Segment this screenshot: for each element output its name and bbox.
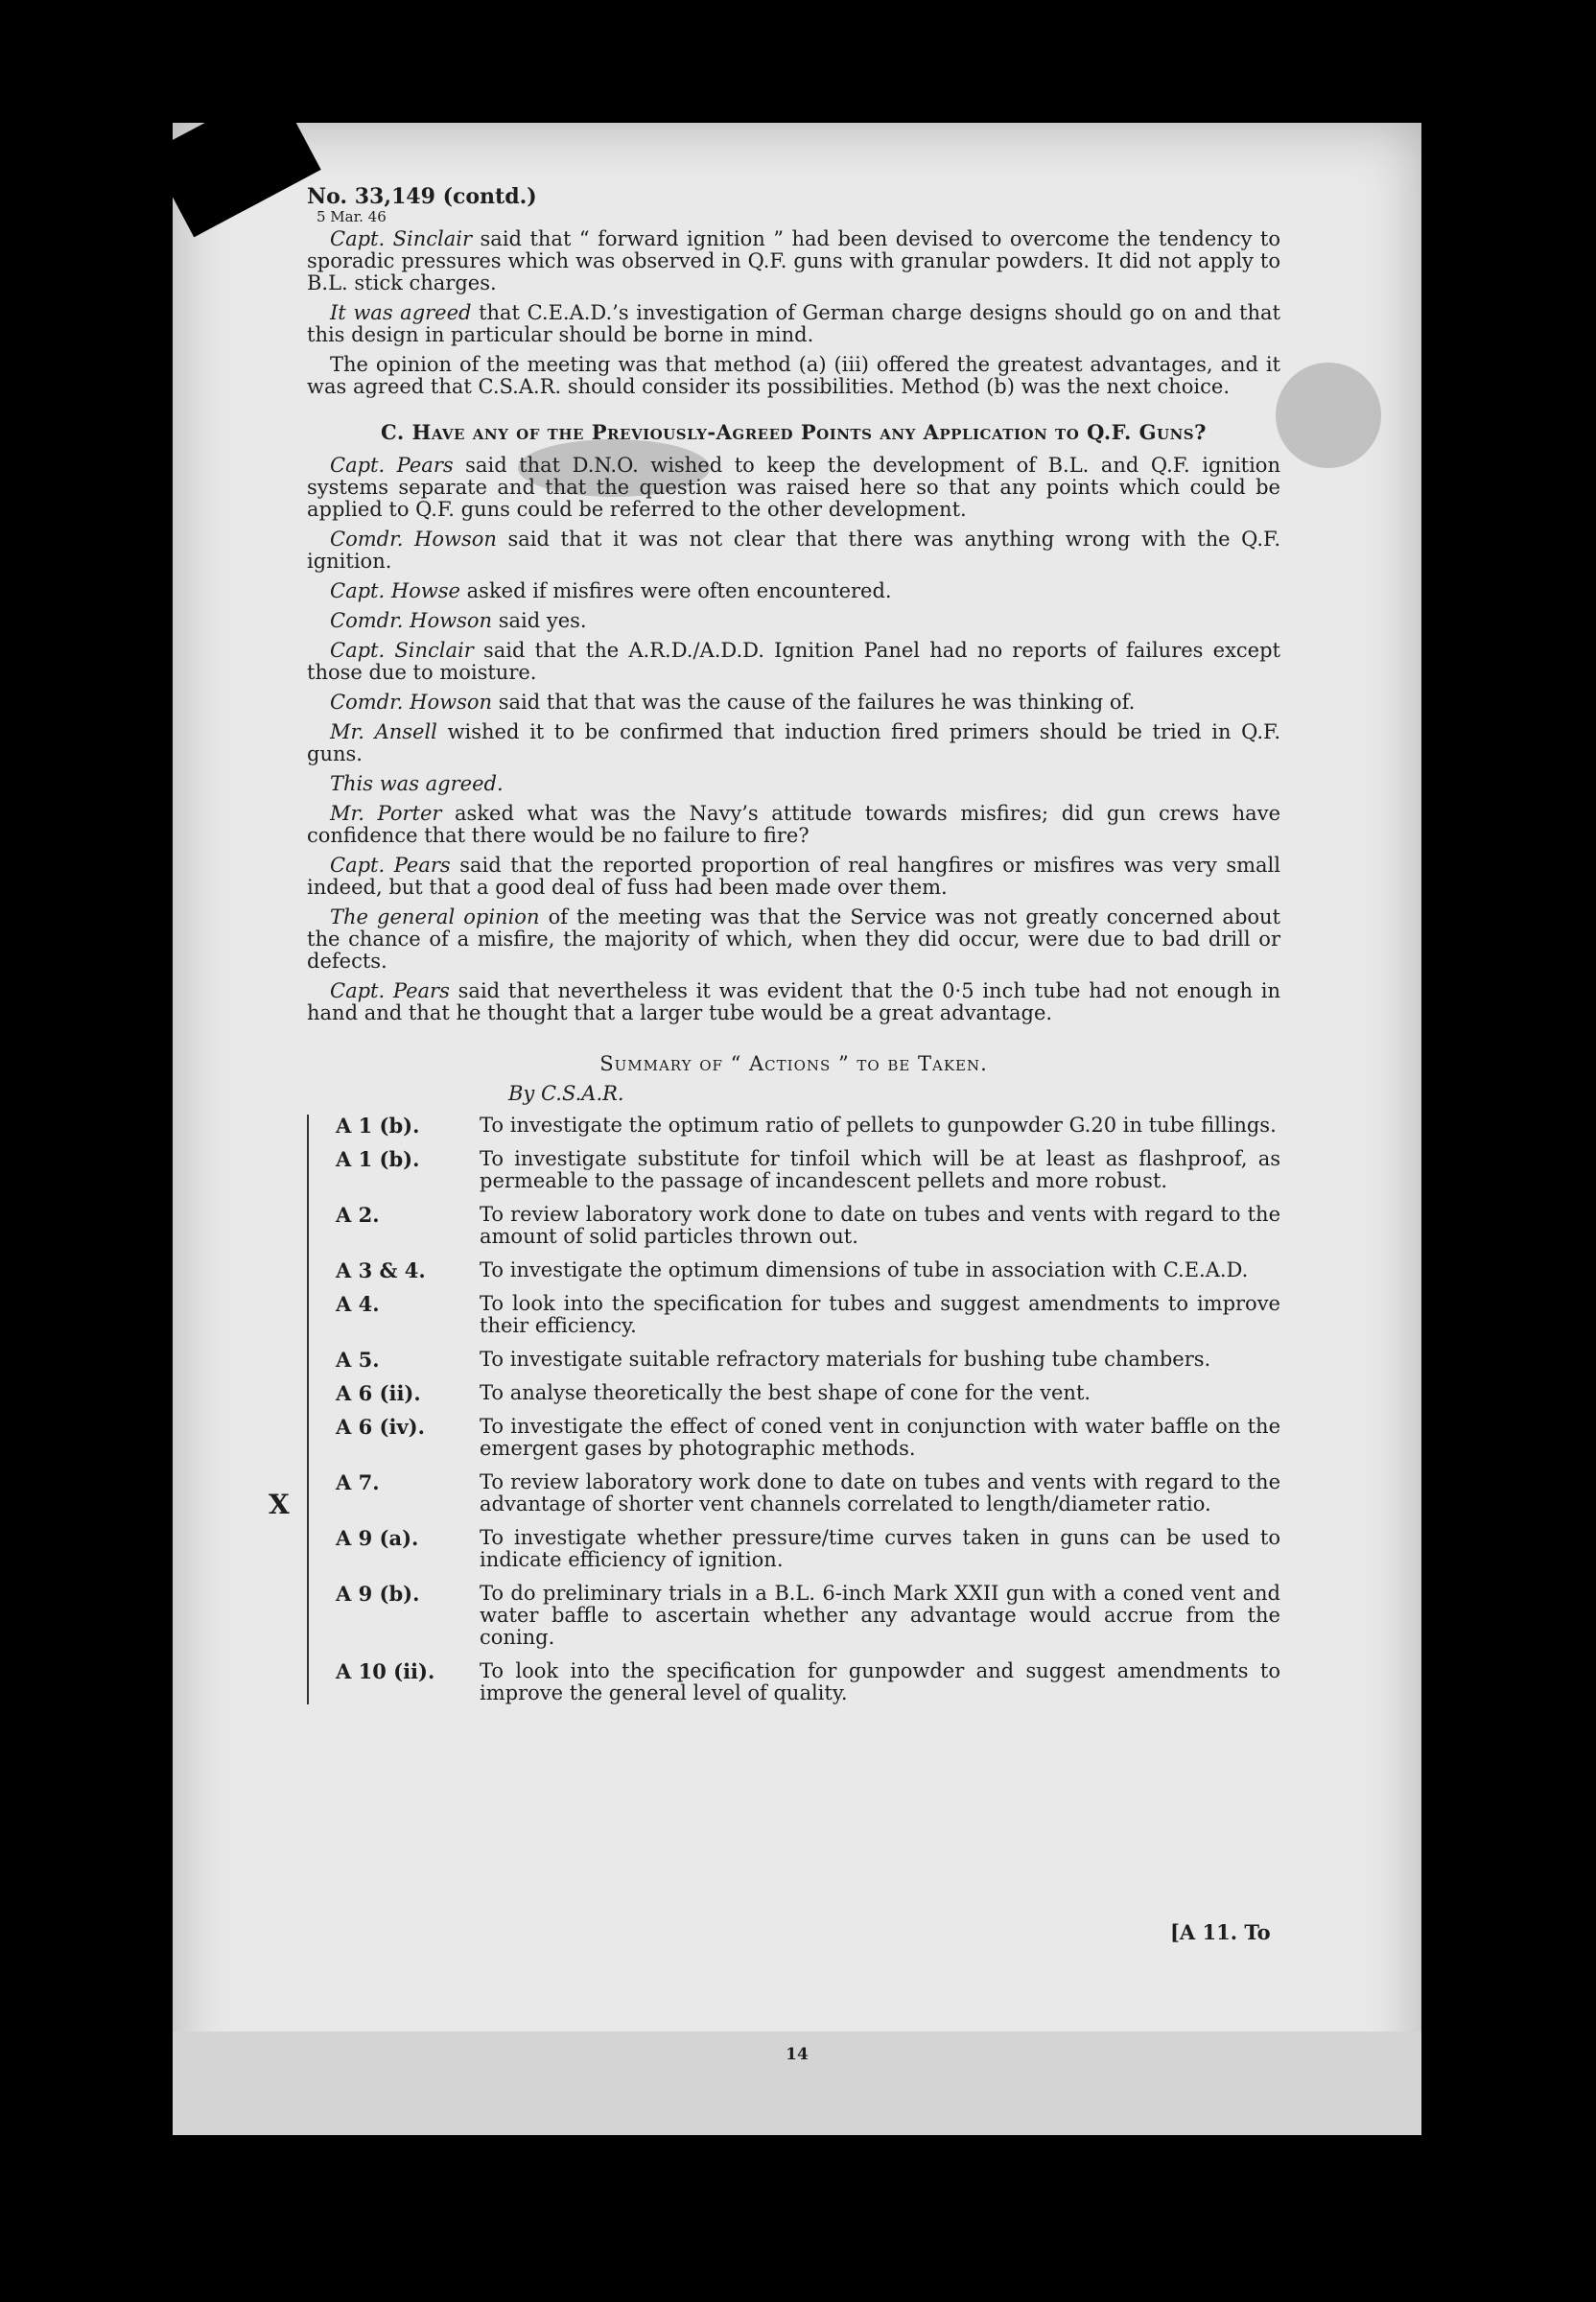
action-item (336, 1204, 1280, 1248)
paragraph (307, 302, 1280, 346)
action-item (336, 1471, 1280, 1515)
action-text: To review laboratory work done to date on tubes and vents with regard to the amount of solid particles thrown out. (480, 1203, 1280, 1248)
action-item (336, 1527, 1280, 1571)
action-item (336, 1583, 1280, 1649)
paragraph (307, 855, 1280, 899)
paragraph-text: said that D.N.O. wished to keep the development of B.L. and Q.F. ignition systems separate and that the question was raised here so that any points which could be applied to Q.F. guns could be referred to the other development. (307, 454, 1280, 521)
speaker-name: Capt. Sinclair (330, 639, 474, 662)
action-code: A 10 (ii). (336, 1659, 435, 1683)
paragraph-text: said yes. (492, 609, 587, 632)
paragraph-text: asked what was the Navy’s attitude towards misfires; did gun crews have confidence that there would be no failure to fire? (307, 802, 1280, 847)
speaker-name: Capt. Howse (330, 579, 460, 602)
summary-heading: Summary of “ Actions ” to be Taken. (599, 1052, 988, 1075)
actions-list (307, 1115, 1280, 1704)
action-text: To investigate the optimum ratio of pellets to gunpowder G.20 in tube fillings. (480, 1114, 1277, 1137)
section-paragraphs (307, 455, 1280, 1024)
action-item (336, 1148, 1280, 1192)
action-code: A 1 (b). (336, 1114, 420, 1138)
paragraph (307, 610, 1280, 632)
speaker-name: Comdr. Howson (330, 691, 493, 714)
ink-smudge (1276, 363, 1381, 468)
paragraph (307, 773, 1280, 795)
paragraph-text: wished it to be confirmed that induction fired primers should be tried in Q.F. guns. (307, 720, 1280, 765)
paragraph (307, 692, 1280, 714)
section-heading: C. Have any of the Previously-Agreed Points any Application to Q.F. Guns? (381, 420, 1207, 444)
action-code: A 5. (336, 1348, 380, 1372)
action-code: A 2. (336, 1203, 380, 1227)
speaker-name: The general opinion (330, 905, 540, 928)
paragraph-text: asked if misfires were often encountered. (459, 579, 892, 602)
action-code: A 9 (a). (336, 1526, 419, 1550)
action-item (336, 1416, 1280, 1460)
action-code: A 7. (336, 1470, 380, 1494)
action-item (336, 1349, 1280, 1371)
speaker-name: It was agreed (330, 301, 472, 324)
speaker-name: Mr. Porter (330, 802, 442, 825)
paragraph (307, 640, 1280, 684)
action-item (336, 1115, 1280, 1137)
speaker-name: Capt. Pears (330, 854, 451, 877)
action-text: To look into the specification for tubes and suggest amendments to improve their efficiency. (480, 1292, 1280, 1337)
paragraph (307, 228, 1280, 294)
action-text: To look into the specification for gunpowder and suggest amendments to improve the general level of quality. (480, 1659, 1280, 1704)
paragraph (307, 529, 1280, 573)
action-text: To investigate the optimum dimensions of tube in association with C.E.A.D. (480, 1258, 1249, 1281)
paragraph (307, 455, 1280, 521)
action-item (336, 1259, 1280, 1281)
action-text: To review laboratory work done to date on tubes and vents with regard to the advantage of shorter vent channels correlated to length/diameter ratio. (480, 1470, 1280, 1515)
action-text: To investigate suitable refractory materials for bushing tube chambers. (480, 1348, 1211, 1371)
action-code: A 4. (336, 1292, 380, 1316)
action-code: A 6 (ii). (336, 1381, 421, 1405)
speaker-name: Capt. Pears (330, 979, 450, 1002)
action-text: To investigate the effect of coned vent in conjunction with water baffle on the emergent gases by photographic methods. (480, 1415, 1280, 1460)
paragraph-text: The opinion of the meeting was that method (a) (iii) offered the greatest advantages, and it was agreed that C.S.A.R. should consider its possibilities. Method (b) was the next choice. (307, 353, 1280, 398)
speaker-name: This was agreed. (330, 772, 504, 795)
action-text: To investigate whether pressure/time curves taken in guns can be used to indicate efficiency of ignition. (480, 1526, 1280, 1571)
speaker-name: Capt. Sinclair (330, 227, 473, 250)
action-code: A 1 (b). (336, 1147, 420, 1171)
paragraph-text: that C.E.A.D.’s investigation of German charge designs should go on and that this design in particular should be borne in mind. (307, 301, 1280, 346)
paragraph-text: of the meeting was that the Service was not greatly concerned about the chance of a misfire, the majority of which, when they did occur, were due to bad drill or defects. (307, 905, 1280, 973)
page-number: 14 (786, 2045, 809, 2064)
speaker-name: Capt. Pears (330, 454, 454, 477)
margin-x-mark: X (269, 1489, 290, 1520)
document-body (307, 186, 1280, 1716)
summary-by: By C.S.A.R. (508, 1082, 624, 1105)
paragraph-text: said that nevertheless it was evident that the 0·5 inch tube had not enough in hand and that he thought that a larger tube would be a great advantage. (307, 979, 1280, 1024)
paragraph-text: said that “ forward ignition ” had been devised to overcome the tendency to sporadic pressures which was observed in Q.F. guns with granular powders. It did not apply to B.L. stick charges. (307, 227, 1281, 294)
action-code: A 9 (b). (336, 1582, 420, 1606)
continuation-catchword: [A 11. To (1170, 1920, 1271, 1944)
speaker-name: Comdr. Howson (330, 609, 493, 632)
action-code: A 6 (iv). (336, 1415, 425, 1439)
paragraph-text: said that it was not clear that there was anything wrong with the Q.F. ignition. (307, 528, 1280, 573)
paragraph (307, 721, 1280, 765)
paragraph-text: said that the A.R.D./A.D.D. Ignition Panel had no reports of failures except those due to moisture. (307, 639, 1280, 684)
paragraph (307, 580, 1280, 602)
paragraph-text: said that the reported proportion of real hangfires or misfires was very small indeed, but that a good deal of fuss had been made over them. (307, 854, 1280, 899)
margin-rule (307, 1115, 309, 1704)
paragraph-text: said that that was the cause of the failures he was thinking of. (492, 691, 1136, 714)
document-date: 5 Mar. 46 (317, 208, 387, 225)
action-item (336, 1660, 1280, 1704)
action-text: To investigate substitute for tinfoil which will be at least as flashproof, as permeable to the passage of incandescent pellets and more robust. (480, 1147, 1280, 1192)
paragraph (307, 906, 1280, 973)
torn-corner (173, 123, 321, 237)
paragraph (307, 980, 1280, 1024)
paragraph (307, 354, 1280, 398)
action-text: To do preliminary trials in a B.L. 6-inch Mark XXII gun with a coned vent and water baffle to ascertain whether any advantage would accrue from the coning. (480, 1582, 1280, 1649)
top-paragraphs (307, 228, 1280, 398)
action-item (336, 1293, 1280, 1337)
document-reference: No. 33,149 (contd.) (307, 184, 537, 209)
paragraph (307, 803, 1280, 847)
speaker-name: Mr. Ansell (330, 720, 437, 743)
document-page (173, 123, 1421, 2135)
speaker-name: Comdr. Howson (330, 528, 497, 551)
action-text: To analyse theoretically the best shape of cone for the vent. (480, 1381, 1091, 1404)
action-item (336, 1382, 1280, 1404)
action-code: A 3 & 4. (336, 1258, 426, 1282)
